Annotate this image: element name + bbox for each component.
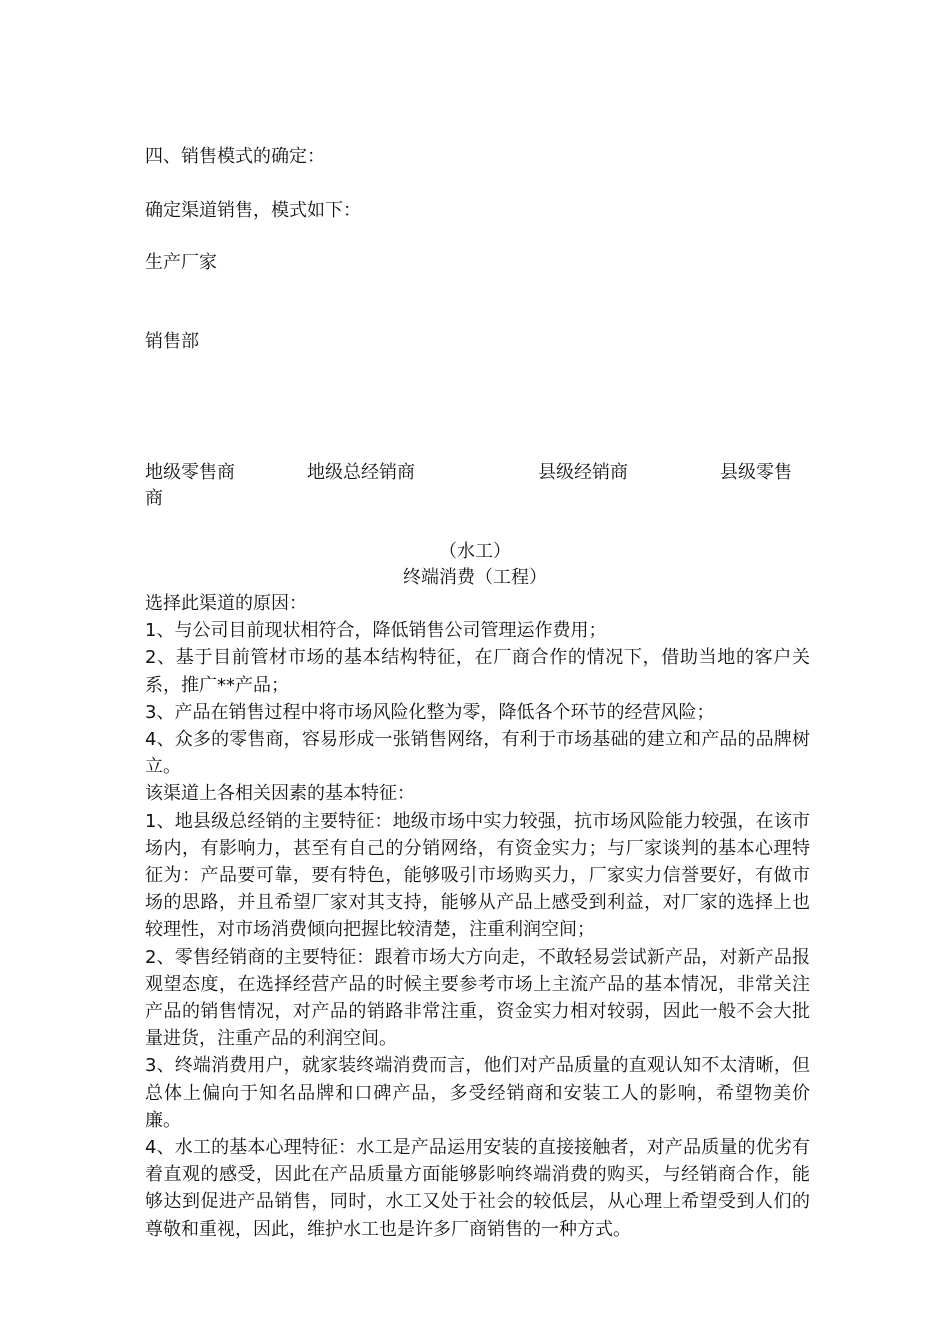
diagram-county-retailer: 县级零售 (720, 462, 792, 483)
diagram-prefecture-distributor: 地级总经销商 (307, 462, 415, 483)
feature-item: 4、水工的基本心理特征：水工是产品运用安装的直接接触者，对产品质量的优劣有着直观的感受，因此在产品质量方面能够影响终端消费的购买，与经销商合作，能够达到促进产品销售，同时，水工又处于社会的较低层，从心理上希望受到人们的尊敬和重视，因此，维护水工也是许多厂商销售的一种方式。 (145, 1137, 810, 1240)
diagram-distributor-row (145, 460, 805, 486)
intro-text: 确定渠道销售，模式如下： (145, 200, 361, 221)
diagram-plumber: （水工） (439, 541, 511, 562)
document-body (145, 590, 810, 1243)
reason-item: 3、产品在销售过程中将市场风险化整为零，降低各个环节的经营风险； (145, 701, 715, 723)
feature-item: 3、终端消费用户，就家装终端消费而言，他们对产品质量的直观认知不太清晰，但总体上偏向于知名品牌和口碑产品，多受经销商和安装工人的影响，希望物美价廉。 (145, 1055, 810, 1131)
reason-item: 4、众多的零售商，容易形成一张销售网络，有利于市场基础的建立和产品的品牌树立。 (145, 729, 810, 778)
diagram-prefecture-retailer: 地级零售商 (145, 462, 235, 483)
feature-item: 2、零售经销商的主要特征：跟着市场大方向走，不敢轻易尝试新产品，对新产品报观望态度，在选择经营产品的时候主要参考市场上主流产品的基本情况，非常关注产品的销售情况，对产品的销路非常注重，资金实力相对较弱，因此一般不会大批量进货，注重产品的利润空间。 (145, 946, 810, 1050)
diagram-county-retailer-wrap: 商 (145, 488, 163, 509)
diagram-manufacturer: 生产厂家 (145, 252, 217, 273)
reason-item: 2、基于目前管材市场的基本结构特征，在厂商合作的情况下，借助当地的客户关系，推广**产品； (145, 647, 810, 696)
section-heading: 四、销售模式的确定： (145, 146, 325, 167)
feature-item: 1、地县级总经销的主要特征：地级市场中实力较强，抗市场风险能力较强，在该市场内，有影响力，甚至有自己的分销网络，有资金实力；与厂家谈判的基本心理特征为：产品要可靠，要有特色，能够吸引市场购买力，厂家实力信誉要好，有做市场的思路，并且希望厂家对其支持，能够从产品上感受到利益，对厂家的选择上也较理性，对市场消费倾向把握比较清楚，注重利润空间； (145, 810, 810, 941)
diagram-sales-department: 销售部 (145, 331, 199, 352)
features-title: 该渠道上各相关因素的基本特征： (145, 783, 415, 805)
diagram-end-consumer: 终端消费（工程） (403, 567, 547, 588)
diagram-county-dealer: 县级经销商 (538, 462, 628, 483)
reason-item: 1、与公司目前现状相符合，降低销售公司管理运作费用； (145, 620, 607, 642)
reasons-title: 选择此渠道的原因： (145, 593, 307, 614)
